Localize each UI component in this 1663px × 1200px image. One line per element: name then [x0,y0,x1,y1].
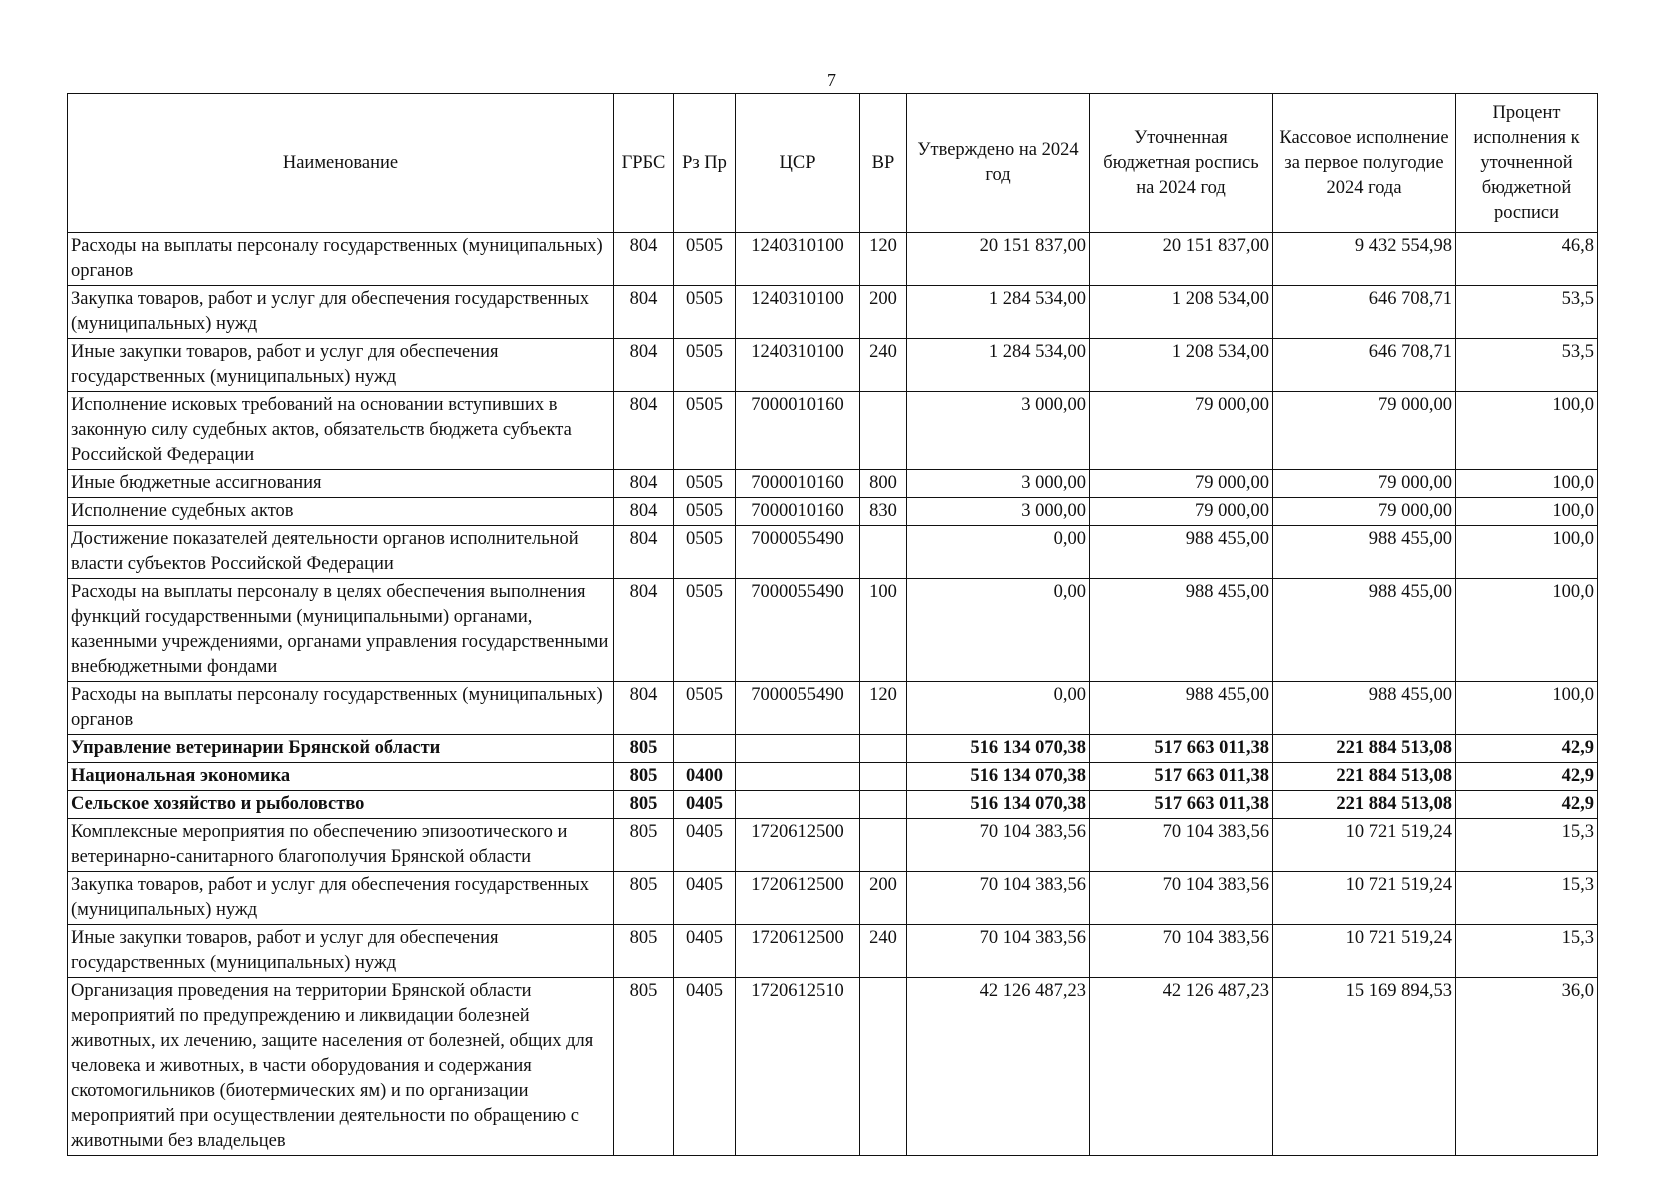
cell-percent: 36,0 [1456,978,1598,1156]
header-approved: Утверждено на 2024 год [907,94,1090,233]
cell-refined: 79 000,00 [1090,498,1273,526]
cell-refined: 70 104 383,56 [1090,819,1273,872]
cell-percent: 46,8 [1456,233,1598,286]
cell-refined: 517 663 011,38 [1090,735,1273,763]
cell-grbs: 805 [614,819,674,872]
cell-percent: 100,0 [1456,579,1598,682]
cell-approved: 516 134 070,38 [907,763,1090,791]
header-vr: ВР [860,94,907,233]
cell-vr [860,819,907,872]
cell-vr: 120 [860,233,907,286]
cell-csr: 1720612500 [736,872,860,925]
table-row [68,392,1598,470]
header-refined: Уточненная бюджетная роспись на 2024 год [1090,94,1273,233]
cell-name: Расходы на выплаты персоналу в целях обеспечения выполнения функций государственными (муниципальными) органами, казенными учреждениями, органами управления государственными внебюджетными фондами [68,579,614,682]
cell-csr: 7000055490 [736,526,860,579]
cell-vr [860,791,907,819]
cell-approved: 1 284 534,00 [907,339,1090,392]
cell-rzpr: 0405 [674,978,736,1156]
cell-approved: 3 000,00 [907,392,1090,470]
cell-rzpr: 0505 [674,682,736,735]
cell-percent: 100,0 [1456,682,1598,735]
cell-cash: 79 000,00 [1273,498,1456,526]
cell-cash: 221 884 513,08 [1273,791,1456,819]
cell-cash: 79 000,00 [1273,470,1456,498]
cell-csr [736,763,860,791]
cell-grbs: 805 [614,978,674,1156]
cell-percent: 15,3 [1456,819,1598,872]
cell-rzpr: 0505 [674,339,736,392]
cell-approved: 42 126 487,23 [907,978,1090,1156]
cell-approved: 0,00 [907,579,1090,682]
cell-cash: 10 721 519,24 [1273,925,1456,978]
cell-vr: 200 [860,286,907,339]
cell-cash: 10 721 519,24 [1273,819,1456,872]
cell-csr: 1240310100 [736,286,860,339]
cell-vr [860,735,907,763]
table-row [68,925,1598,978]
cell-name: Достижение показателей деятельности органов исполнительной власти субъектов Российской Федерации [68,526,614,579]
cell-grbs: 804 [614,392,674,470]
cell-cash: 10 721 519,24 [1273,872,1456,925]
header-name: Наименование [68,94,614,233]
cell-csr: 1240310100 [736,339,860,392]
cell-refined: 517 663 011,38 [1090,763,1273,791]
cell-vr: 830 [860,498,907,526]
cell-approved: 0,00 [907,682,1090,735]
cell-percent: 15,3 [1456,925,1598,978]
table-row [68,682,1598,735]
cell-refined: 20 151 837,00 [1090,233,1273,286]
budget-table [67,93,1598,1156]
cell-csr: 1720612500 [736,925,860,978]
cell-name: Сельское хозяйство и рыболовство [68,791,614,819]
cell-csr [736,735,860,763]
cell-grbs: 804 [614,526,674,579]
cell-name: Закупка товаров, работ и услуг для обеспечения государственных (муниципальных) нужд [68,286,614,339]
cell-approved: 516 134 070,38 [907,735,1090,763]
cell-csr: 1240310100 [736,233,860,286]
cell-csr [736,791,860,819]
cell-grbs: 804 [614,233,674,286]
cell-approved: 70 104 383,56 [907,925,1090,978]
cell-cash: 988 455,00 [1273,682,1456,735]
cell-name: Управление ветеринарии Брянской области [68,735,614,763]
cell-cash: 988 455,00 [1273,526,1456,579]
cell-refined: 70 104 383,56 [1090,925,1273,978]
cell-grbs: 805 [614,925,674,978]
cell-refined: 70 104 383,56 [1090,872,1273,925]
cell-vr [860,526,907,579]
cell-rzpr: 0505 [674,286,736,339]
cell-rzpr: 0505 [674,579,736,682]
cell-refined: 42 126 487,23 [1090,978,1273,1156]
header-grbs: ГРБС [614,94,674,233]
cell-refined: 1 208 534,00 [1090,286,1273,339]
cell-cash: 646 708,71 [1273,339,1456,392]
cell-grbs: 804 [614,339,674,392]
cell-refined: 988 455,00 [1090,682,1273,735]
cell-approved: 1 284 534,00 [907,286,1090,339]
cell-name: Иные закупки товаров, работ и услуг для обеспечения государственных (муниципальных) нужд [68,339,614,392]
cell-vr [860,392,907,470]
cell-name: Иные бюджетные ассигнования [68,470,614,498]
cell-approved: 70 104 383,56 [907,872,1090,925]
cell-csr: 1720612500 [736,819,860,872]
cell-grbs: 805 [614,735,674,763]
cell-refined: 988 455,00 [1090,579,1273,682]
cell-percent: 42,9 [1456,791,1598,819]
cell-name: Расходы на выплаты персоналу государственных (муниципальных) органов [68,682,614,735]
cell-cash: 9 432 554,98 [1273,233,1456,286]
cell-vr: 200 [860,872,907,925]
cell-csr: 7000055490 [736,579,860,682]
cell-grbs: 804 [614,286,674,339]
table-row [68,978,1598,1156]
cell-name: Исполнение судебных актов [68,498,614,526]
cell-grbs: 804 [614,682,674,735]
cell-approved: 516 134 070,38 [907,791,1090,819]
cell-rzpr: 0505 [674,233,736,286]
cell-grbs: 805 [614,872,674,925]
cell-approved: 0,00 [907,526,1090,579]
cell-rzpr: 0505 [674,392,736,470]
cell-rzpr: 0405 [674,925,736,978]
header-row [68,94,1598,233]
cell-approved: 3 000,00 [907,498,1090,526]
table-row [68,526,1598,579]
cell-grbs: 804 [614,498,674,526]
header-rzpr: Рз Пр [674,94,736,233]
cell-name: Организация проведения на территории Брянской области мероприятий по предупреждению и ликвидации болезней животных, их лечению, защите населения от болезней, общих для человека и животных, в части оборудования и содержания скотомогильников (биотермических ям) и по организации мероприятий при осуществлении деятельности по обращению с животными без владельцев [68,978,614,1156]
cell-vr [860,763,907,791]
cell-name: Исполнение исковых требований на основании вступивших в законную силу судебных актов, обязательств бюджета субъекта Российской Федерации [68,392,614,470]
table-row [68,233,1598,286]
cell-approved: 20 151 837,00 [907,233,1090,286]
cell-vr: 800 [860,470,907,498]
cell-percent: 42,9 [1456,735,1598,763]
page-number: 7 [827,70,836,90]
cell-name: Комплексные мероприятия по обеспечению эпизоотического и ветеринарно-санитарного благополучия Брянской области [68,819,614,872]
cell-vr [860,978,907,1156]
cell-vr: 120 [860,682,907,735]
cell-percent: 15,3 [1456,872,1598,925]
cell-csr: 7000055490 [736,682,860,735]
cell-rzpr: 0400 [674,763,736,791]
cell-rzpr: 0405 [674,819,736,872]
cell-name: Иные закупки товаров, работ и услуг для обеспечения государственных (муниципальных) нужд [68,925,614,978]
cell-refined: 1 208 534,00 [1090,339,1273,392]
cell-rzpr: 0505 [674,526,736,579]
cell-refined: 988 455,00 [1090,526,1273,579]
cell-cash: 988 455,00 [1273,579,1456,682]
cell-approved: 3 000,00 [907,470,1090,498]
cell-grbs: 804 [614,470,674,498]
cell-percent: 100,0 [1456,498,1598,526]
cell-percent: 100,0 [1456,392,1598,470]
cell-grbs: 804 [614,579,674,682]
cell-rzpr: 0405 [674,872,736,925]
cell-cash: 15 169 894,53 [1273,978,1456,1156]
header-csr: ЦСР [736,94,860,233]
cell-vr: 240 [860,339,907,392]
cell-cash: 221 884 513,08 [1273,735,1456,763]
table-row [68,763,1598,791]
cell-name: Расходы на выплаты персоналу государственных (муниципальных) органов [68,233,614,286]
cell-approved: 70 104 383,56 [907,819,1090,872]
table-row [68,819,1598,872]
table-row [68,735,1598,763]
table-row [68,579,1598,682]
cell-refined: 79 000,00 [1090,470,1273,498]
cell-vr: 240 [860,925,907,978]
cell-csr: 7000010160 [736,470,860,498]
cell-percent: 53,5 [1456,286,1598,339]
cell-rzpr [674,735,736,763]
cell-refined: 79 000,00 [1090,392,1273,470]
table-row [68,286,1598,339]
table-row [68,339,1598,392]
cell-cash: 646 708,71 [1273,286,1456,339]
cell-rzpr: 0405 [674,791,736,819]
cell-percent: 100,0 [1456,470,1598,498]
header-cash: Кассовое исполнение за первое полугодие 2024 года [1273,94,1456,233]
header-percent: Процент исполнения к уточненной бюджетной росписи [1456,94,1598,233]
cell-percent: 42,9 [1456,763,1598,791]
cell-cash: 221 884 513,08 [1273,763,1456,791]
cell-name: Закупка товаров, работ и услуг для обеспечения государственных (муниципальных) нужд [68,872,614,925]
cell-refined: 517 663 011,38 [1090,791,1273,819]
cell-csr: 7000010160 [736,392,860,470]
table-row [68,791,1598,819]
table-row [68,498,1598,526]
table-row [68,470,1598,498]
cell-percent: 100,0 [1456,526,1598,579]
cell-name: Национальная экономика [68,763,614,791]
cell-rzpr: 0505 [674,498,736,526]
cell-grbs: 805 [614,791,674,819]
cell-csr: 1720612510 [736,978,860,1156]
cell-cash: 79 000,00 [1273,392,1456,470]
cell-rzpr: 0505 [674,470,736,498]
cell-percent: 53,5 [1456,339,1598,392]
cell-vr: 100 [860,579,907,682]
table-row [68,872,1598,925]
cell-grbs: 805 [614,763,674,791]
cell-csr: 7000010160 [736,498,860,526]
